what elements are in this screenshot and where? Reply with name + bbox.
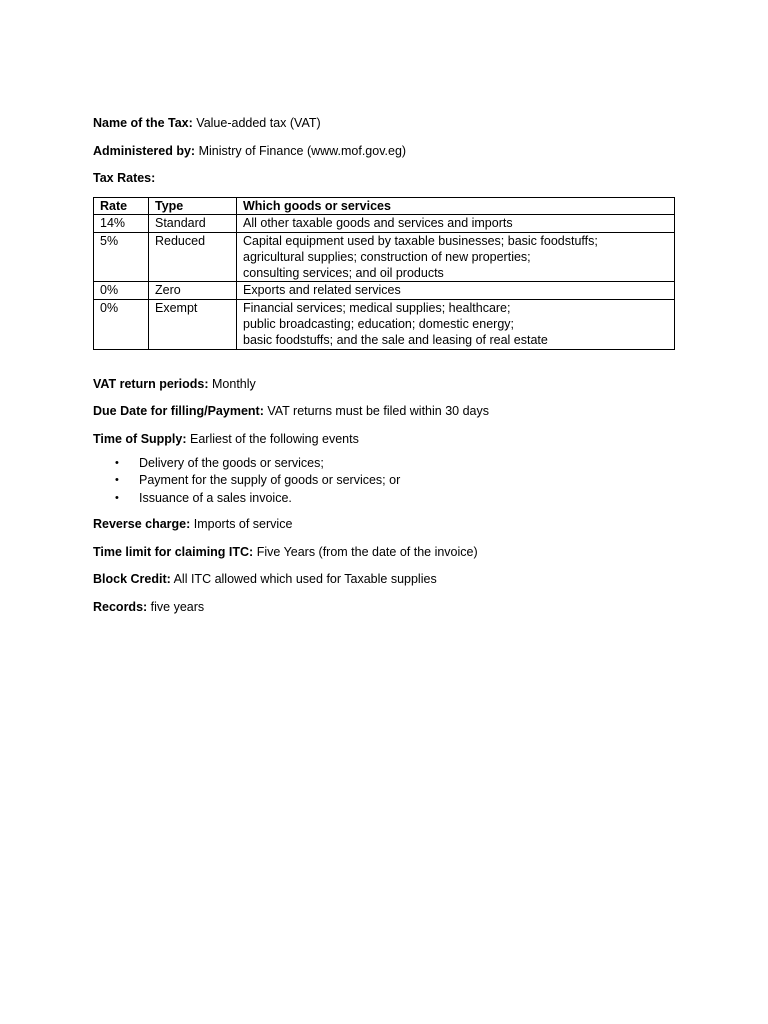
description-cell: [237, 299, 675, 349]
header-rate: Rate: [94, 198, 149, 215]
name-of-tax-value: Value-added tax (VAT): [196, 116, 321, 130]
rate-cell: 14%: [94, 215, 149, 232]
rate-cell: 0%: [94, 282, 149, 299]
description-line: public broadcasting; education; domestic energy;: [243, 317, 514, 332]
rate-cell: 0%: [94, 299, 149, 349]
description-line: consulting services; and oil products: [243, 266, 444, 281]
records-line: [93, 599, 677, 615]
vat-return-periods-label: VAT return periods:: [93, 376, 209, 391]
description-line: Capital equipment used by taxable businesses; basic foodstuffs;: [243, 233, 598, 248]
list-item-text: Payment for the supply of goods or services; or: [139, 473, 401, 488]
description-cell: [237, 215, 675, 232]
administered-by-line: [93, 143, 677, 159]
name-of-tax-label: Name of the Tax:: [93, 116, 193, 130]
bullet-icon: •: [115, 491, 119, 504]
tax-rates-table: [93, 197, 675, 350]
due-date-label: Due Date for filling/Payment:: [93, 404, 264, 419]
table-row: [94, 282, 675, 299]
description-line: Financial services; medical supplies; healthcare;: [243, 300, 511, 315]
time-of-supply-label: Time of Supply:: [93, 431, 187, 446]
tax-rates-label: Tax Rates:: [93, 171, 156, 185]
reverse-charge-label: Reverse charge:: [93, 517, 191, 532]
table-row: [94, 299, 675, 349]
header-goods-services: Which goods or services: [237, 198, 675, 215]
time-of-supply-value: Earliest of the following events: [190, 431, 359, 446]
description-line: Exports and related services: [243, 283, 401, 298]
type-cell: Standard: [149, 215, 237, 232]
administered-by-label: Administered by:: [93, 143, 196, 158]
due-date-value: VAT returns must be filed within 30 days: [267, 404, 489, 419]
records-value: five years: [150, 599, 205, 614]
block-credit-value: All ITC allowed which used for Taxable supplies: [173, 572, 437, 587]
description-line: All other taxable goods and services and imports: [243, 216, 513, 231]
time-limit-itc-label: Time limit for claiming ITC:: [93, 544, 254, 559]
list-item-text: Issuance of a sales invoice.: [139, 490, 292, 505]
table-row: [94, 232, 675, 282]
name-of-tax-line: [93, 115, 677, 131]
administered-by-value: Ministry of Finance (www.mof.gov.eg): [198, 143, 407, 158]
description-line: agricultural supplies; construction of new properties;: [243, 249, 531, 264]
vat-return-periods-value: Monthly: [212, 376, 256, 391]
list-item-text: Delivery of the goods or services;: [139, 455, 324, 470]
list-item: [93, 472, 677, 490]
reverse-charge-line: [93, 516, 677, 532]
bullet-icon: •: [115, 456, 119, 469]
table-row: [94, 215, 675, 232]
time-limit-itc-value: Five Years (from the date of the invoice): [256, 544, 478, 559]
table-header-row: [94, 198, 675, 215]
records-label: Records:: [93, 599, 148, 614]
list-item: [93, 490, 677, 508]
description-cell: [237, 282, 675, 299]
description-line: basic foodstuffs; and the sale and leasing of real estate: [243, 333, 548, 348]
reverse-charge-value: Imports of service: [193, 517, 293, 532]
block-credit-label: Block Credit:: [93, 572, 171, 587]
list-item: [93, 455, 677, 473]
supply-events-list: [93, 455, 677, 508]
tax-rates-heading: [93, 170, 677, 186]
time-limit-itc-line: [93, 544, 677, 560]
block-credit-line: [93, 571, 677, 587]
bullet-icon: •: [115, 474, 119, 487]
description-cell: [237, 232, 675, 282]
due-date-line: [93, 403, 677, 419]
type-cell: Exempt: [149, 299, 237, 349]
document-content: [93, 115, 677, 615]
time-of-supply-line: [93, 431, 677, 447]
vat-return-periods-line: [93, 376, 677, 392]
header-type: Type: [149, 198, 237, 215]
type-cell: Reduced: [149, 232, 237, 282]
rate-cell: 5%: [94, 232, 149, 282]
type-cell: Zero: [149, 282, 237, 299]
